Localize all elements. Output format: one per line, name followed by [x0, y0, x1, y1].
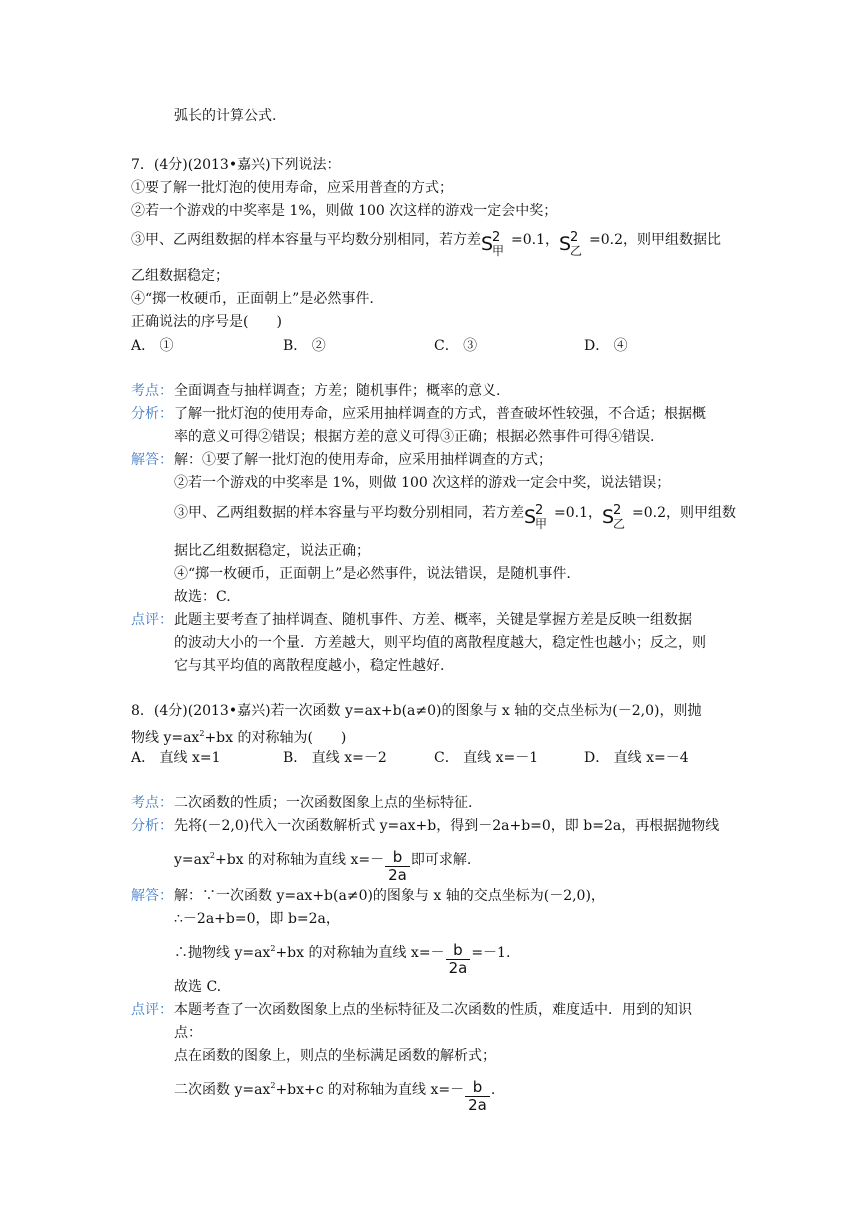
- q8-dianping-line-1: 本题考查了一次函数图象上点的坐标特征及二次函数的性质，难度适中．用到的知识: [174, 1002, 692, 1018]
- q8-jieda-line-4: 故选 C.: [174, 979, 222, 995]
- q7-statement-3-text-a: ③甲、乙两组数据的样本容量与平均数分别相同，若方差: [131, 232, 481, 248]
- s-letter: S: [481, 233, 494, 255]
- q7-jieda-line-3-text-a: ③甲、乙两组数据的样本容量与平均数分别相同，若方差: [174, 505, 524, 521]
- q8-jieda-line-3-text-a: ∴抛物线 y=ax: [174, 945, 271, 961]
- superscript-2: 2: [535, 503, 544, 518]
- fraction-denominator: 2a: [448, 959, 468, 977]
- q8-dianping-label: 点评：: [131, 1002, 173, 1018]
- q7-kaodian-label: 考点：: [131, 383, 173, 399]
- q8-dianping-line-3: 点在函数的图象上，则点的坐标满足函数的解析式；: [174, 1048, 496, 1064]
- superscript-2: 2: [570, 230, 579, 245]
- q7-stem: 7．(4分)(2013•嘉兴)下列说法：: [131, 157, 341, 173]
- q8-option-d: D． 直线 x=－4: [584, 750, 689, 766]
- q8-dianping-line-4-text-a: 二次函数 y=ax: [174, 1082, 271, 1098]
- fraction-denominator: 2a: [388, 866, 407, 884]
- variance-jia-answer: [524, 503, 554, 533]
- q7-dianping-line-1: 此题主要考查了抽样调查、随机事件、方差、概率，关键是掌握方差是反映一组数据: [174, 612, 692, 628]
- q7-option-a: A． ①: [131, 338, 174, 354]
- q8-option-a: A． 直线 x=1: [131, 750, 221, 766]
- q7-jieda-label: 解答：: [131, 452, 173, 468]
- fraction-denominator: 2a: [468, 1096, 487, 1114]
- q8-option-b: B． 直线 x=－2: [283, 750, 387, 766]
- q8-stem-line-2-text-a: 物线 y=ax: [131, 730, 200, 746]
- q8-fenxi-line-2-text-c: 即可求解.: [410, 852, 472, 868]
- s-letter: S: [602, 506, 615, 528]
- subscript-jia: 甲: [535, 517, 548, 531]
- q7-fenxi-label: 分析：: [131, 406, 173, 422]
- fraction-numerator: b: [446, 942, 471, 960]
- q8-fenxi-line-2-text-b: +bx 的对称轴为直线 x=－: [214, 852, 385, 868]
- q8-dianping-line-2: 点：: [174, 1025, 202, 1041]
- q7-jieda-line-3: [174, 503, 736, 533]
- q8-kaodian: 二次函数的性质；一次函数图象上点的坐标特征.: [174, 795, 473, 811]
- q7-jieda-line-3-text-b: =0.1，: [554, 505, 602, 521]
- q7-fenxi-line-1: 了解一批灯泡的使用寿命，应采用抽样调查的方式，普查破坏性较强，不合适；根据概: [174, 406, 706, 422]
- q8-jieda-label: 解答：: [131, 888, 173, 904]
- q7-option-d: D． ④: [584, 338, 628, 354]
- variance-jia: [481, 230, 511, 260]
- superscript-2: 2: [613, 503, 622, 518]
- fraction-b-over-2a: [465, 1079, 490, 1114]
- q7-jieda-line-1: 解：①要了解一批灯泡的使用寿命，应采用抽样调查的方式；: [174, 452, 552, 468]
- variance-yi: [559, 230, 589, 260]
- variance-yi-answer: [602, 503, 632, 533]
- q7-option-b: B． ②: [283, 338, 326, 354]
- q8-fenxi-line-2: [174, 846, 471, 884]
- fraction-b-over-2a: [446, 942, 471, 977]
- q7-kaodian: 全面调查与抽样调查；方差；随机事件；概率的意义.: [174, 383, 501, 399]
- superscript-2: 2: [492, 230, 501, 245]
- q7-statement-3-cont: 乙组数据稳定；: [131, 268, 229, 284]
- superscript-2: 2: [270, 1081, 276, 1090]
- q8-jieda-line-3-text-c: =－1.: [471, 945, 511, 961]
- continuation-text: 弧长的计算公式.: [174, 108, 277, 124]
- subscript-jia: 甲: [492, 244, 505, 258]
- q8-jieda-line-2: ∴－2a+b=0，即 b=2a，: [174, 911, 340, 927]
- q8-dianping-line-4-text-b: +bx+c 的对称轴为直线 x=－: [275, 1082, 465, 1098]
- q7-fenxi-line-2: 率的意义可得②错误；根据方差的意义可得③正确；根据必然事件可得④错误.: [174, 429, 655, 445]
- q8-jieda-line-3: [174, 939, 510, 977]
- q7-jieda-line-6: 故选：C.: [174, 589, 231, 605]
- q8-fenxi-label: 分析：: [131, 818, 173, 834]
- q7-option-c: C． ③: [434, 338, 478, 354]
- q8-dianping-line-4: [174, 1076, 495, 1114]
- q8-dianping-line-4-text-c: .: [490, 1082, 496, 1098]
- s-letter: S: [559, 233, 572, 255]
- subscript-yi: 乙: [570, 244, 583, 258]
- q7-statement-2: ②若一个游戏的中奖率是 1%，则做 100 次这样的游戏一定会中奖；: [131, 203, 558, 219]
- q7-jieda-line-2: ②若一个游戏的中奖率是 1%，则做 100 次这样的游戏一定会中奖，说法错误；: [174, 475, 671, 491]
- q8-fenxi-line-2-text-a: y=ax: [174, 852, 210, 868]
- q7-statement-4: ④“掷一枚硬币，正面朝上”是必然事件.: [131, 291, 374, 307]
- q7-jieda-line-4: 据比乙组数据稳定，说法正确；: [174, 543, 370, 559]
- q8-fenxi-line-1: 先将(－2,0)代入一次函数解析式 y=ax+b，得到－2a+b=0，即 b=2a，再根据抛物线: [174, 818, 720, 834]
- q7-statement-3-text-b: =0.1，: [511, 232, 559, 248]
- q8-kaodian-label: 考点：: [131, 795, 173, 811]
- q7-statement-1: ①要了解一批灯泡的使用寿命，应采用普查的方式；: [131, 180, 453, 196]
- q8-jieda-line-3-text-b: +bx 的对称轴为直线 x=－: [275, 945, 445, 961]
- q7-dianping-line-3: 它与其平均值的离散程度越小，稳定性越好.: [174, 658, 445, 674]
- q8-jieda-line-1: 解：∵一次函数 y=ax+b(a≠0)的图象与 x 轴的交点坐标为(－2,0)，: [174, 888, 605, 904]
- s-letter: S: [524, 506, 537, 528]
- q7-statement-3-text-c: =0.2，则甲组数据比: [589, 232, 721, 248]
- q7-dianping-line-2: 的波动大小的一个量．方差越大，则平均值的离散程度越大，稳定性也越小；反之，则: [174, 635, 706, 651]
- q8-stem-line-2: [131, 724, 346, 748]
- q8-stem-line-2-text-b: +bx 的对称轴为( ): [204, 730, 347, 746]
- superscript-2: 2: [270, 944, 276, 953]
- q7-statement-3: [131, 230, 721, 260]
- subscript-yi: 乙: [613, 517, 626, 531]
- fraction-numerator: b: [385, 849, 410, 867]
- fraction-numerator: b: [465, 1079, 490, 1097]
- q8-stem-line-1: 8．(4分)(2013•嘉兴)若一次函数 y=ax+b(a≠0)的图象与 x 轴的交点坐标为(－2,0)，则抛: [131, 703, 702, 719]
- q7-dianping-label: 点评：: [131, 612, 173, 628]
- fraction-b-over-2a: [385, 849, 410, 884]
- q7-jieda-line-5: ④“掷一枚硬币，正面朝上”是必然事件，说法错误，是随机事件.: [174, 566, 571, 582]
- q8-option-c: C． 直线 x=－1: [434, 750, 539, 766]
- superscript-2: 2: [199, 729, 205, 738]
- q7-jieda-line-3-text-c: =0.2，则甲组数: [632, 505, 736, 521]
- superscript-2: 2: [209, 851, 215, 860]
- q7-question: 正确说法的序号是( ): [131, 314, 282, 330]
